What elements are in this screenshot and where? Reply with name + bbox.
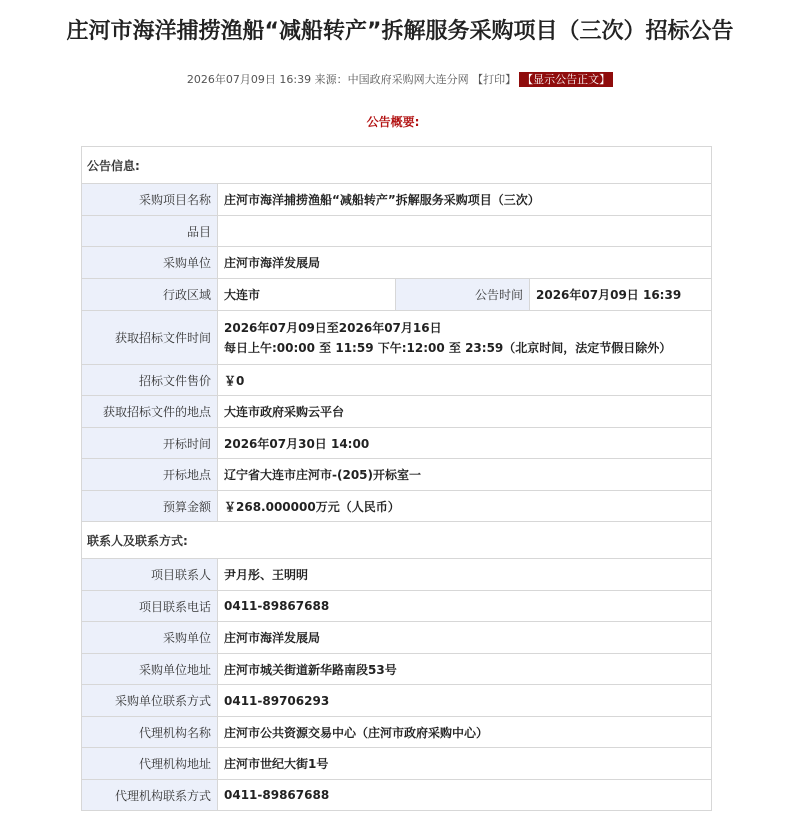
field-label: 预算金额 [82, 491, 218, 522]
table-row [82, 748, 712, 780]
field-label: 采购单位联系方式 [82, 685, 218, 717]
doc-place-value: 大连市政府采购云平台 [218, 396, 712, 428]
table-row [82, 654, 712, 685]
field-label: 代理机构名称 [82, 717, 218, 748]
purchaser-address-value: 庄河市城关街道新华路南段53号 [218, 654, 712, 685]
table-row [82, 591, 712, 622]
table-row [82, 428, 712, 459]
meta-line [0, 71, 800, 87]
section-notice-info: 公告信息: [82, 147, 712, 184]
field-label: 采购单位 [82, 622, 218, 654]
show-notice-body-button[interactable]: 【显示公告正文】 [519, 72, 613, 87]
region-value: 大连市 [218, 279, 396, 311]
field-label: 行政区域 [82, 279, 218, 311]
field-label: 采购项目名称 [82, 184, 218, 216]
table-row [82, 279, 712, 311]
agency-address-value: 庄河市世纪大街1号 [218, 748, 712, 780]
contact-person-value: 尹月彤、王明明 [218, 559, 712, 591]
field-label: 获取招标文件的地点 [82, 396, 218, 428]
source-label: 来源： [314, 73, 348, 86]
table-row [82, 780, 712, 811]
agency-contact-value: 0411-89867688 [218, 780, 712, 811]
field-label: 招标文件售价 [82, 365, 218, 396]
table-row [82, 396, 712, 428]
field-label: 获取招标文件时间 [82, 311, 218, 365]
field-label: 采购单位 [82, 247, 218, 279]
doc-price-value: ￥0 [218, 365, 712, 396]
field-label: 公告时间 [396, 279, 530, 311]
field-label: 开标地点 [82, 459, 218, 491]
page-title: 庄河市海洋捕捞渔船“减船转产”拆解服务采购项目（三次）招标公告 [66, 19, 734, 44]
summary-title: 公告概要: [366, 115, 420, 129]
purchaser-value: 庄河市海洋发展局 [218, 247, 712, 279]
doc-time-value [218, 311, 712, 365]
table-row [82, 184, 712, 216]
open-place-value: 辽宁省大连市庄河市-(205)开标室一 [218, 459, 712, 491]
contact-phone-value: 0411-89867688 [218, 591, 712, 622]
table-row [82, 147, 712, 184]
table-row [82, 491, 712, 522]
purchaser-contact-value: 0411-89706293 [218, 685, 712, 717]
field-label: 开标时间 [82, 428, 218, 459]
table-row [82, 365, 712, 396]
table-row [82, 559, 712, 591]
project-name-value: 庄河市海洋捕捞渔船“减船转产”拆解服务采购项目（三次） [218, 184, 712, 216]
doc-time-range: 2026年07月09日至2026年07月16日 [224, 320, 442, 335]
publish-time-value: 2026年07月09日 16:39 [530, 279, 712, 311]
table-row [82, 311, 712, 365]
table-row [82, 685, 712, 717]
source-link[interactable]: 中国政府采购网大连分网 [347, 73, 469, 86]
budget-value: ￥268.000000万元（人民币） [218, 491, 712, 522]
field-label: 项目联系电话 [82, 591, 218, 622]
agency-name-value: 庄河市公共资源交易中心（庄河市政府采购中心） [218, 717, 712, 748]
table-row [82, 622, 712, 654]
field-label: 代理机构联系方式 [82, 780, 218, 811]
notice-info-table [81, 146, 712, 811]
table-row [82, 216, 712, 247]
table-row [82, 459, 712, 491]
open-time-value: 2026年07月30日 14:00 [218, 428, 712, 459]
print-link[interactable]: 【打印】 [472, 73, 517, 86]
publish-datetime: 2026年07月09日 16:39 [186, 73, 312, 86]
field-label: 项目联系人 [82, 559, 218, 591]
field-label: 采购单位地址 [82, 654, 218, 685]
field-label: 品目 [82, 216, 218, 247]
table-row [82, 247, 712, 279]
category-value [218, 216, 712, 247]
doc-time-hours: 每日上午:00:00 至 11:59 下午:12:00 至 23:59（北京时间，法定节假日除外） [224, 340, 672, 355]
section-contact-info: 联系人及联系方式: [82, 522, 712, 559]
purchaser-value: 庄河市海洋发展局 [218, 622, 712, 654]
table-row [82, 717, 712, 748]
table-row [82, 522, 712, 559]
field-label: 代理机构地址 [82, 748, 218, 780]
